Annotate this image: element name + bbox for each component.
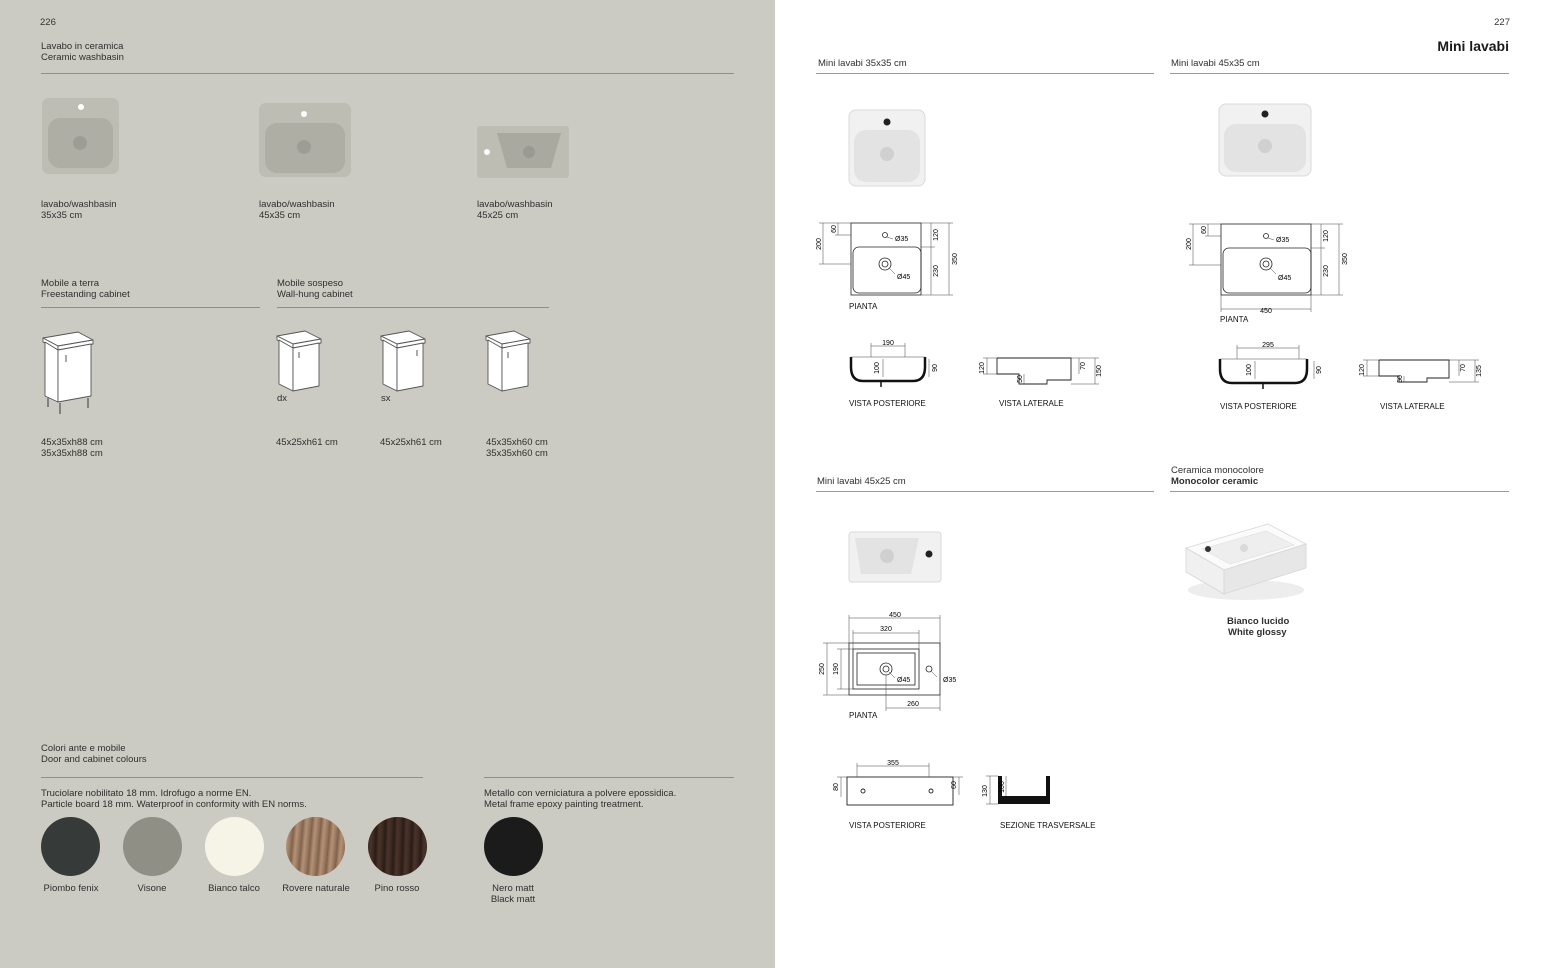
swatch-label: Rovere naturale bbox=[282, 883, 350, 894]
side-view-35x35 bbox=[975, 350, 1105, 390]
dimension-label: 190 bbox=[882, 340, 894, 347]
washbasin-size: 35x35 cm bbox=[41, 210, 83, 221]
divider bbox=[484, 777, 734, 778]
washbasin-35x35-image bbox=[40, 96, 122, 176]
section-view-45x25 bbox=[978, 770, 1058, 810]
dimension-label: 260 bbox=[907, 701, 919, 708]
drawing-caption: VISTA POSTERIORE bbox=[1220, 402, 1297, 411]
drawing-caption: SEZIONE TRASVERSALE bbox=[1000, 821, 1096, 830]
swatch-label: Pino rosso bbox=[374, 883, 420, 894]
side-view-45x35 bbox=[1355, 352, 1485, 392]
swatch-label: Piombo fenix bbox=[43, 883, 99, 894]
board-description-it: Truciolare nobilitato 18 mm. Idrofugo a norme EN. bbox=[41, 788, 252, 799]
drawing-caption: VISTA LATERALE bbox=[1380, 402, 1445, 411]
dimension-label: Ø45 bbox=[1278, 275, 1292, 282]
divider bbox=[816, 73, 1154, 74]
swatch-piombo-fenix bbox=[41, 817, 100, 876]
dimension-label: 200 bbox=[816, 238, 823, 250]
dimension-label: Ø45 bbox=[897, 274, 911, 281]
cabinet-size: 35x35xh60 cm bbox=[486, 448, 548, 459]
washbasin-label: lavabo/washbasin bbox=[41, 199, 117, 210]
dimension-label: 320 bbox=[880, 626, 892, 633]
dimension-label: 230 bbox=[933, 265, 940, 277]
wallhung-cabinet-dx-image bbox=[275, 328, 325, 394]
plan-drawing-35x35 bbox=[813, 218, 963, 316]
dimension-label: 230 bbox=[1323, 265, 1330, 277]
dimension-label: 135 bbox=[1476, 365, 1483, 377]
colours-title-it: Colori ante e mobile bbox=[41, 743, 126, 754]
drawing-caption: VISTA LATERALE bbox=[999, 399, 1064, 408]
cabinet-size: 45x35xh88 cm bbox=[41, 437, 103, 448]
dimension-label: Ø35 bbox=[1276, 237, 1290, 244]
swatch-label: Visone bbox=[137, 883, 167, 894]
dimension-label: 100 bbox=[999, 781, 1006, 793]
mini-35x35-image bbox=[847, 108, 927, 188]
washbasin-label: lavabo/washbasin bbox=[259, 199, 335, 210]
divider bbox=[816, 491, 1154, 492]
drawing-caption: PIANTA bbox=[1220, 315, 1249, 324]
swatch-pino-rosso bbox=[368, 817, 427, 876]
cabinet-side-label: dx bbox=[277, 393, 288, 404]
dimension-label: 100 bbox=[874, 362, 881, 374]
washbasin-size: 45x35 cm bbox=[259, 210, 301, 221]
dimension-label: 120 bbox=[1359, 364, 1366, 376]
cabinet-size: 45x35xh60 cm bbox=[486, 437, 548, 448]
dimension-label: 120 bbox=[1323, 230, 1330, 242]
cabinet-size: 35x35xh88 cm bbox=[41, 448, 103, 459]
rear-view-45x35 bbox=[1217, 339, 1327, 391]
section-title-it: Lavabo in ceramica bbox=[41, 41, 124, 52]
white-glossy-basin-image bbox=[1180, 516, 1310, 604]
block-title: Mini lavabi 45x25 cm bbox=[817, 476, 906, 487]
dimension-label: 90 bbox=[932, 364, 939, 372]
swatch-label: Nero matt bbox=[492, 883, 534, 894]
dimension-label: 90 bbox=[1316, 366, 1323, 374]
dimension-label: 100 bbox=[1246, 364, 1253, 376]
divider bbox=[41, 777, 423, 778]
block-title: Mini lavabi 35x35 cm bbox=[818, 58, 907, 69]
metal-description-en: Metal frame epoxy painting treatment. bbox=[484, 799, 644, 810]
dimension-label: 60 bbox=[951, 781, 958, 789]
dimension-label: 450 bbox=[889, 612, 901, 619]
dimension-label: 295 bbox=[1262, 342, 1274, 349]
dimension-label: 60 bbox=[831, 225, 838, 233]
page-title: Mini lavabi bbox=[1437, 38, 1509, 54]
dimension-label: 250 bbox=[819, 663, 826, 675]
dimension-label: 355 bbox=[887, 760, 899, 767]
metal-description-it: Metallo con verniciatura a polvere epossidica. bbox=[484, 788, 677, 799]
washbasin-label: lavabo/washbasin bbox=[477, 199, 553, 210]
washbasin-45x35-image bbox=[257, 101, 353, 179]
dimension-label: 70 bbox=[1080, 362, 1087, 370]
ceramic-title-it: Ceramica monocolore bbox=[1171, 465, 1264, 476]
right-page bbox=[775, 0, 1550, 968]
divider bbox=[277, 307, 549, 308]
swatch-visone bbox=[123, 817, 182, 876]
divider bbox=[41, 307, 260, 308]
mini-45x25-image bbox=[847, 530, 943, 584]
ceramic-title-en: Monocolor ceramic bbox=[1171, 476, 1259, 487]
swatch-rovere-naturale bbox=[286, 817, 345, 876]
dimension-label: 120 bbox=[979, 362, 986, 374]
dimension-label: 350 bbox=[952, 253, 959, 265]
drawing-caption: PIANTA bbox=[849, 302, 878, 311]
cabinet-size: 45x25xh61 cm bbox=[380, 437, 442, 448]
wallhung-title-it: Mobile sospeso bbox=[277, 278, 344, 289]
drawing-caption: VISTA POSTERIORE bbox=[849, 821, 926, 830]
dimension-label: Ø35 bbox=[943, 677, 957, 684]
board-description-en: Particle board 18 mm. Waterproof in conformity with EN norms. bbox=[41, 799, 307, 810]
dimension-label: 350 bbox=[1342, 253, 1349, 265]
freestanding-title-it: Mobile a terra bbox=[41, 278, 100, 289]
dimension-label: 200 bbox=[1186, 238, 1193, 250]
divider bbox=[41, 73, 734, 74]
dimension-label: 150 bbox=[1096, 365, 1103, 377]
swatch-nero-matt bbox=[484, 817, 543, 876]
page-number-left: 226 bbox=[40, 17, 56, 28]
wallhung-cabinet-35-image bbox=[484, 328, 534, 394]
plan-drawing-45x25 bbox=[815, 608, 965, 714]
finish-label-en: White glossy bbox=[1228, 627, 1287, 638]
swatch-bianco-talco bbox=[205, 817, 264, 876]
dimension-label: 60 bbox=[1201, 226, 1208, 234]
dimension-label: Ø45 bbox=[897, 677, 911, 684]
block-title: Mini lavabi 45x35 cm bbox=[1171, 58, 1260, 69]
cabinet-size: 45x25xh61 cm bbox=[276, 437, 338, 448]
dimension-label: 70 bbox=[1460, 364, 1467, 372]
dimension-label: 50 bbox=[1397, 375, 1404, 383]
freestanding-title-en: Freestanding cabinet bbox=[41, 289, 130, 300]
freestanding-cabinet-image bbox=[40, 328, 96, 416]
finish-label-it: Bianco lucido bbox=[1227, 616, 1290, 627]
swatch-label: Black matt bbox=[490, 894, 536, 905]
swatch-label: Bianco talco bbox=[208, 883, 260, 894]
divider bbox=[1170, 491, 1509, 492]
mini-45x35-image bbox=[1217, 102, 1313, 178]
rear-view-45x25 bbox=[827, 757, 967, 809]
wallhung-cabinet-sx-image bbox=[379, 328, 429, 394]
dimension-label: 450 bbox=[1260, 308, 1272, 315]
drawing-caption: PIANTA bbox=[849, 711, 878, 720]
dimension-label: 190 bbox=[833, 663, 840, 675]
dimension-label: 80 bbox=[833, 783, 840, 791]
dimension-label: 50 bbox=[1017, 375, 1024, 383]
drawing-caption: VISTA POSTERIORE bbox=[849, 399, 926, 408]
page-number-right: 227 bbox=[1494, 17, 1510, 28]
divider bbox=[1170, 73, 1509, 74]
rear-view-35x35 bbox=[847, 337, 947, 389]
colours-title-en: Door and cabinet colours bbox=[41, 754, 147, 765]
plan-drawing-45x35 bbox=[1183, 218, 1353, 326]
cabinet-side-label: sx bbox=[381, 393, 391, 404]
washbasin-size: 45x25 cm bbox=[477, 210, 519, 221]
dimension-label: Ø35 bbox=[895, 236, 909, 243]
dimension-label: 120 bbox=[933, 229, 940, 241]
wallhung-title-en: Wall-hung cabinet bbox=[277, 289, 353, 300]
washbasin-45x25-image bbox=[475, 124, 571, 180]
dimension-label: 130 bbox=[982, 785, 989, 797]
section-title-en: Ceramic washbasin bbox=[41, 52, 124, 63]
